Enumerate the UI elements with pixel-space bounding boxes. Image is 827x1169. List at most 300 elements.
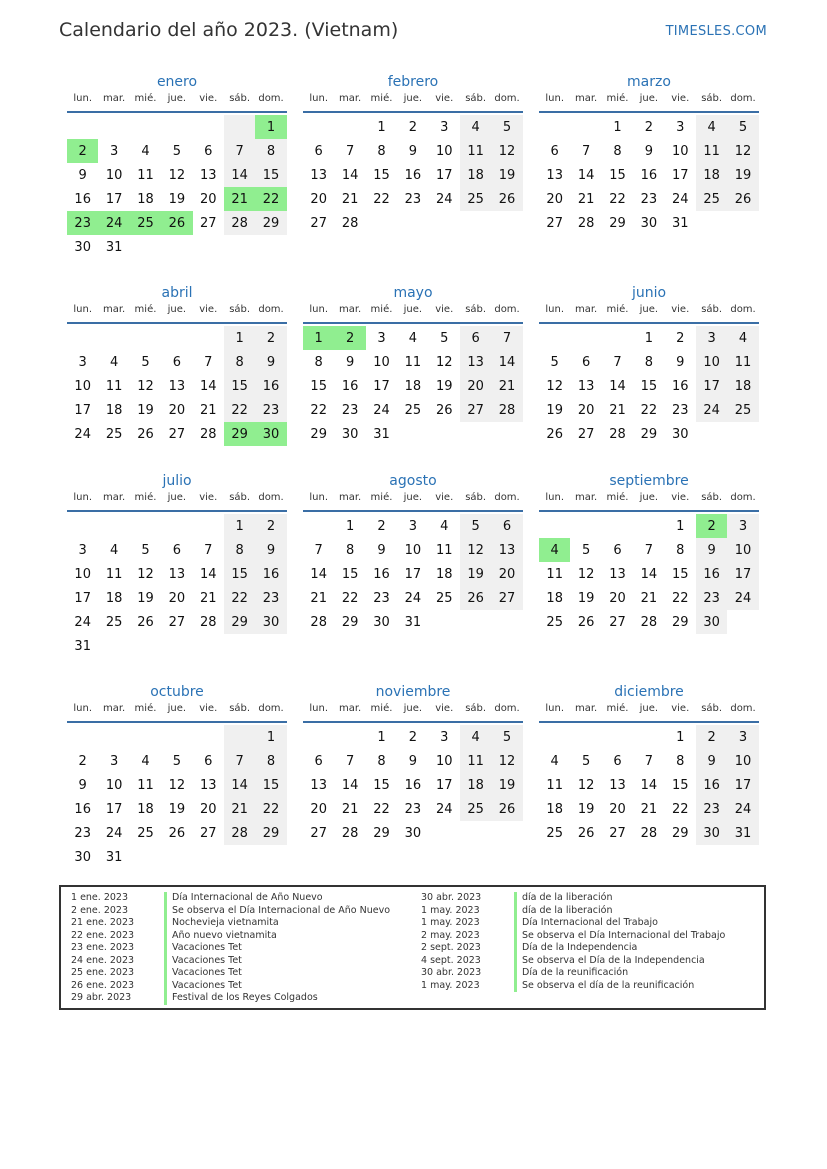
day-cell: 11 [435,542,453,558]
day-cell: 9 [377,542,386,558]
day-cell: 19 [577,801,595,817]
legend-row [61,967,390,980]
day-cell: 3 [377,330,386,346]
weekday-label: mar. [338,304,362,315]
day-cell: 18 [727,374,758,398]
holiday-day: 30 [255,422,286,446]
empty-cell [193,634,224,658]
brand-link[interactable]: TIMESLES.COM [665,24,767,39]
day-cell: 28 [224,821,255,845]
weekday-label: jue. [167,304,187,315]
day-cell: 2 [377,518,386,534]
day-cell: 21 [341,801,359,817]
empty-cell [130,845,161,869]
day-cell: 14 [491,350,522,374]
empty-cell [224,634,255,658]
empty-cell [633,514,664,538]
weekday-label: vie. [435,93,454,104]
day-grid [67,326,287,446]
day-cell: 19 [168,801,186,817]
weekday-label: sáb. [701,93,723,104]
month-name: septiembre [609,473,689,489]
weekday-label: sáb. [701,703,723,714]
day-cell: 10 [74,378,91,394]
day-cell: 27 [609,825,626,841]
weekday-label: mié. [134,304,157,315]
day-cell: 28 [341,825,359,841]
day-cell: 26 [168,825,186,841]
weekday-label: sáb. [465,703,487,714]
empty-cell [460,610,491,634]
empty-cell [161,235,192,259]
day-cell: 12 [546,378,563,394]
day-cell: 12 [168,167,186,183]
legend-color-marker [164,930,167,943]
day-cell: 16 [696,773,727,797]
weekday-label: mar. [102,93,126,104]
day-cell: 15 [224,374,255,398]
day-cell: 18 [137,191,154,207]
day-cell: 29 [609,215,626,231]
day-cell: 22 [373,801,390,817]
empty-cell [696,211,727,235]
holiday-day: 1 [255,115,286,139]
day-cell: 17 [727,562,758,586]
legend-color-marker [164,992,167,1005]
day-cell: 19 [577,590,595,606]
empty-cell [193,725,224,749]
day-cell: 14 [224,773,255,797]
day-cell: 11 [696,139,727,163]
day-cell: 18 [404,378,422,394]
weekday-label: mar. [574,304,598,315]
day-cell: 3 [408,518,417,534]
day-cell: 7 [204,542,213,558]
day-cell: 31 [373,426,390,442]
day-cell: 31 [74,638,91,654]
day-cell: 17 [671,167,689,183]
legend-date: 1 may. 2023 [421,979,480,991]
day-cell: 18 [546,801,563,817]
legend-row [61,917,390,930]
legend-holiday-name: Vacaciones Tet [172,942,242,953]
weekday-label: mié. [134,703,157,714]
legend-column-right [411,892,725,992]
day-cell: 8 [314,354,323,370]
day-cell: 6 [581,354,591,370]
weekday-header [303,93,523,113]
weekday-label: mar. [102,304,126,315]
weekday-header [303,703,523,723]
weekday-label: lun. [545,703,565,714]
month-name: diciembre [614,684,684,700]
holiday-day: 22 [255,187,286,211]
month-junio [539,282,759,446]
day-cell: 8 [224,538,255,562]
day-cell: 14 [341,777,359,793]
legend-color-marker [514,917,517,930]
weekday-label: lun. [73,703,93,714]
day-cell: 20 [199,191,217,207]
day-cell: 6 [314,143,323,159]
day-cell: 17 [435,167,453,183]
weekday-label: jue. [403,492,423,503]
day-cell: 15 [671,777,689,793]
month-name: mayo [393,285,433,301]
weekday-label: mié. [134,492,157,503]
day-cell: 21 [310,590,327,606]
day-cell: 4 [460,115,491,139]
day-cell: 21 [491,374,522,398]
month-enero [67,71,287,259]
day-cell: 12 [168,777,186,793]
weekday-label: lun. [73,304,93,315]
day-cell: 21 [640,590,658,606]
weekday-label: dom. [730,304,756,315]
day-cell: 1 [377,119,386,135]
day-cell: 26 [546,426,563,442]
day-cell: 7 [314,542,323,558]
day-cell: 17 [74,590,91,606]
day-cell: 23 [696,797,727,821]
empty-cell [224,115,255,139]
empty-cell [303,514,334,538]
day-cell: 24 [696,398,727,422]
legend-holiday-name: Día Internacional del Trabajo [522,917,658,928]
day-cell: 20 [491,562,522,586]
day-cell: 5 [550,354,559,370]
day-cell: 23 [640,191,658,207]
empty-cell [366,211,397,235]
day-cell: 22 [640,402,658,418]
legend-holiday-name: Día de la reunificación [522,967,629,978]
day-cell: 1 [345,518,355,534]
day-cell: 27 [460,398,491,422]
day-cell: 28 [341,215,359,231]
legend-date: 30 abr. 2023 [421,967,482,978]
day-cell: 31 [727,821,758,845]
weekday-header [67,93,287,113]
day-cell: 12 [491,139,522,163]
day-cell: 9 [696,749,727,773]
month-julio [67,470,287,658]
day-cell: 15 [255,163,286,187]
day-cell: 13 [168,378,186,394]
day-cell: 8 [345,542,355,558]
weekday-header [539,304,759,324]
day-cell: 8 [676,753,685,769]
day-cell: 27 [310,825,327,841]
day-cell: 25 [105,426,123,442]
day-cell: 5 [141,354,150,370]
empty-cell [224,235,255,259]
day-cell: 18 [105,590,123,606]
holiday-day: 4 [539,538,570,562]
day-cell: 17 [696,374,727,398]
day-cell: 16 [404,777,422,793]
day-cell: 9 [255,350,286,374]
day-cell: 5 [491,725,522,749]
day-cell: 31 [105,239,123,255]
day-cell: 7 [345,753,355,769]
month-abril [67,282,287,446]
empty-cell [224,725,255,749]
weekday-label: dom. [258,492,284,503]
empty-cell [98,115,129,139]
day-cell: 8 [613,143,622,159]
weekday-label: vie. [671,492,690,503]
day-cell: 12 [460,538,491,562]
day-cell: 20 [546,191,563,207]
day-cell: 22 [224,398,255,422]
day-cell: 7 [345,143,355,159]
day-cell: 28 [491,398,522,422]
day-cell: 5 [727,115,758,139]
day-cell: 24 [105,825,123,841]
empty-cell [193,514,224,538]
empty-cell [460,422,491,446]
day-cell: 21 [224,797,255,821]
weekday-header [303,304,523,324]
empty-cell [397,422,428,446]
day-cell: 27 [609,614,626,630]
empty-cell [570,326,601,350]
day-cell: 16 [341,378,359,394]
day-cell: 11 [727,350,758,374]
day-cell: 16 [255,374,286,398]
day-cell: 18 [105,402,123,418]
day-cell: 24 [727,586,758,610]
empty-cell [67,725,98,749]
day-cell: 5 [581,753,591,769]
weekday-label: sáb. [701,492,723,503]
legend-holiday-name: día de la liberación [522,904,613,916]
holiday-day: 2 [696,514,727,538]
weekday-label: jue. [403,304,423,315]
legend-holiday-name: Día de la Independencia [522,942,638,953]
day-cell: 18 [460,163,491,187]
day-cell: 3 [676,119,685,135]
day-cell: 30 [640,215,658,231]
day-grid [303,514,523,634]
day-cell: 10 [435,143,453,159]
day-cell: 18 [137,801,154,817]
weekday-label: vie. [435,304,454,315]
legend-color-marker [514,930,517,943]
day-cell: 20 [609,801,626,817]
legend-color-marker [514,905,517,918]
weekday-label: dom. [258,703,284,714]
day-cell: 17 [373,378,390,394]
day-cell: 31 [671,215,689,231]
day-cell: 2 [255,326,286,350]
day-cell: 4 [440,518,449,534]
empty-cell [460,821,491,845]
day-cell: 9 [78,167,87,183]
day-cell: 30 [341,426,359,442]
legend-color-marker [164,980,167,993]
day-cell: 3 [109,143,119,159]
day-cell: 17 [74,402,91,418]
weekday-label: lun. [545,492,565,503]
month-name: enero [156,74,198,90]
holiday-legend [59,885,766,1010]
empty-cell [303,115,334,139]
day-cell: 29 [671,825,689,841]
day-cell: 5 [172,753,181,769]
day-cell: 7 [204,354,213,370]
day-cell: 2 [78,753,87,769]
day-cell: 20 [310,801,327,817]
day-cell: 13 [546,167,563,183]
day-cell: 12 [435,354,453,370]
day-cell: 26 [460,586,491,610]
day-cell: 7 [491,326,522,350]
day-cell: 24 [404,590,422,606]
month-diciembre [539,681,759,845]
day-cell: 21 [199,590,217,606]
day-cell: 11 [105,566,123,582]
weekday-label: jue. [167,492,187,503]
weekday-header [303,492,523,512]
month-name: octubre [150,684,204,700]
empty-cell [429,610,460,634]
empty-cell [193,845,224,869]
legend-date: 24 ene. 2023 [71,954,135,966]
day-cell: 1 [377,729,386,745]
holiday-day: 21 [224,187,255,211]
empty-cell [727,422,758,446]
month-name: julio [162,473,192,489]
day-cell: 24 [74,614,91,630]
legend-color-marker [514,967,517,980]
day-cell: 9 [676,354,685,370]
empty-cell [161,634,192,658]
day-cell: 20 [460,374,491,398]
month-septiembre [539,470,759,634]
legend-date: 29 abr. 2023 [71,992,132,1003]
day-cell: 6 [491,514,522,538]
legend-row [61,930,390,943]
legend-holiday-name: Se observa el Día de la Independencia [522,954,705,966]
weekday-header [539,703,759,723]
weekday-label: vie. [199,703,218,714]
day-cell: 7 [644,542,653,558]
day-cell: 22 [671,590,689,606]
day-cell: 1 [676,518,685,534]
day-cell: 22 [310,402,327,418]
legend-color-marker [514,892,517,905]
day-cell: 21 [609,402,626,418]
day-cell: 21 [199,402,217,418]
day-cell: 13 [577,378,595,394]
weekday-label: lun. [309,93,329,104]
day-cell: 26 [137,614,154,630]
day-cell: 6 [460,326,491,350]
day-cell: 19 [491,163,522,187]
day-cell: 11 [137,167,154,183]
weekday-label: mar. [102,703,126,714]
day-cell: 15 [224,562,255,586]
weekday-label: mié. [134,93,157,104]
day-cell: 27 [310,215,327,231]
day-cell: 14 [341,167,359,183]
weekday-label: jue. [167,703,187,714]
empty-cell [303,725,334,749]
day-cell: 19 [727,163,758,187]
day-cell: 27 [199,215,217,231]
weekday-label: dom. [494,703,520,714]
weekday-label: lun. [309,492,329,503]
day-cell: 1 [644,330,653,346]
day-cell: 27 [168,614,186,630]
day-cell: 2 [408,119,417,135]
day-cell: 4 [141,143,150,159]
day-cell: 19 [168,191,186,207]
day-cell: 11 [460,749,491,773]
legend-row [411,967,725,980]
empty-cell [193,235,224,259]
legend-color-marker [164,905,167,918]
day-grid [539,725,759,845]
weekday-label: vie. [435,703,454,714]
weekday-label: jue. [639,304,659,315]
weekday-label: jue. [639,492,659,503]
legend-row [411,942,725,955]
empty-cell [193,115,224,139]
day-cell: 3 [727,725,758,749]
day-cell: 3 [727,514,758,538]
empty-cell [491,422,522,446]
day-cell: 7 [613,354,622,370]
day-cell: 1 [255,725,286,749]
day-cell: 19 [460,562,491,586]
day-cell: 10 [671,143,689,159]
day-cell: 16 [696,562,727,586]
weekday-label: vie. [671,304,690,315]
legend-row [61,942,390,955]
day-cell: 8 [377,143,386,159]
legend-date: 2 sept. 2023 [421,942,481,953]
day-cell: 10 [727,749,758,773]
weekday-label: mar. [574,93,598,104]
day-cell: 12 [577,777,595,793]
day-cell: 30 [696,610,727,634]
legend-row [61,905,390,918]
day-cell: 13 [609,566,626,582]
empty-cell [130,634,161,658]
day-grid [303,115,523,235]
day-cell: 13 [609,777,626,793]
legend-color-marker [164,917,167,930]
empty-cell [130,115,161,139]
day-cell: 14 [640,777,658,793]
weekday-label: sáb. [229,93,251,104]
empty-cell [98,326,129,350]
legend-row [411,955,725,968]
day-cell: 16 [640,167,658,183]
month-marzo [539,71,759,235]
day-cell: 29 [341,614,359,630]
weekday-header [67,304,287,324]
legend-date: 23 ene. 2023 [71,942,135,953]
day-cell: 4 [141,753,150,769]
day-cell: 16 [671,378,689,394]
day-cell: 4 [727,326,758,350]
day-cell: 9 [408,143,417,159]
legend-date: 1 ene. 2023 [71,892,128,903]
weekday-label: vie. [671,93,690,104]
